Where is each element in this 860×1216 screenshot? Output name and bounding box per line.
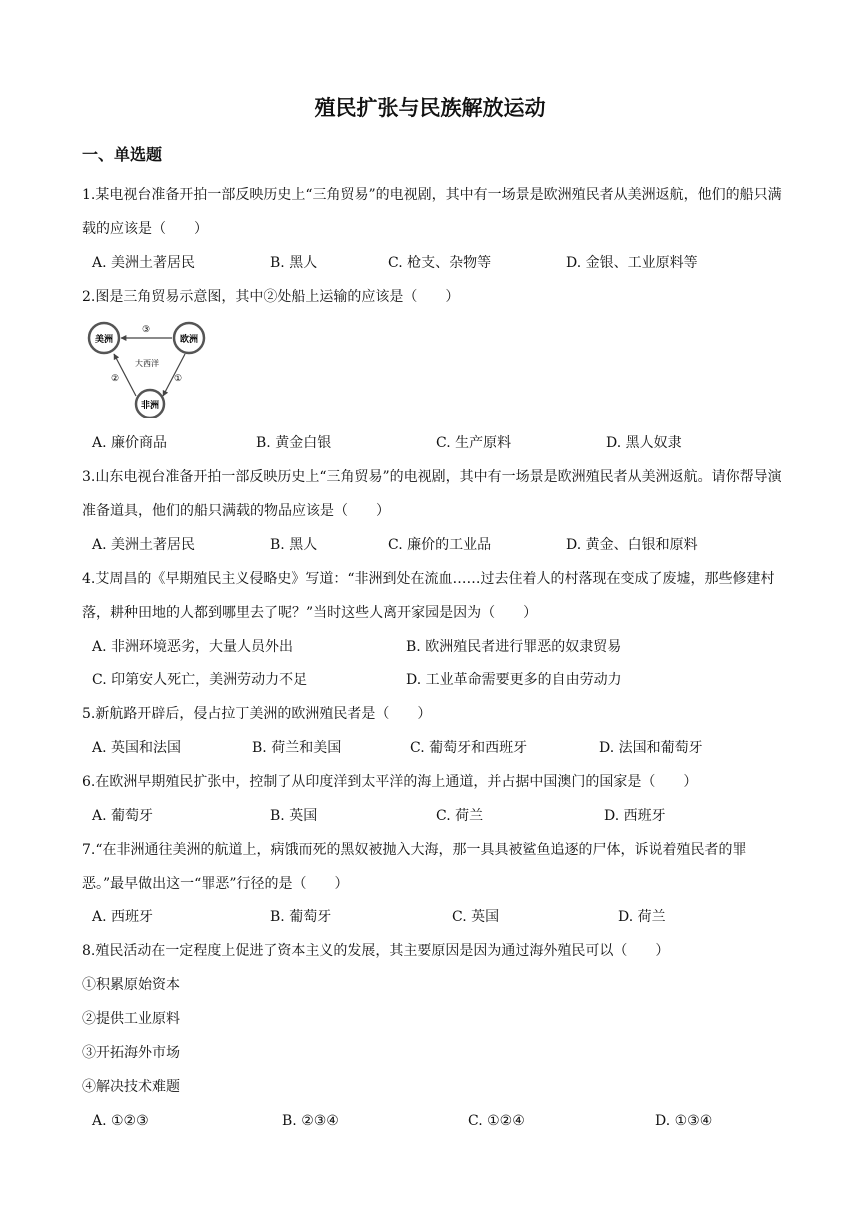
option-b[interactable]: B. 黑人 — [270, 537, 318, 553]
question-4-options-row2 — [92, 663, 792, 697]
option-c[interactable]: C. 葡萄牙和西班牙 — [410, 740, 528, 756]
option-b[interactable]: B. 黑人 — [270, 255, 318, 271]
option-d[interactable]: D. 法国和葡萄牙 — [599, 740, 703, 756]
question-8-options — [92, 1104, 792, 1138]
option-c[interactable]: C. 英国 — [452, 909, 500, 925]
statement-1: ①积累原始资本 — [82, 977, 180, 993]
node-europe-label: 欧洲 — [179, 335, 199, 345]
arrow-1-label: ① — [173, 374, 183, 384]
section-heading: 一、单选题 — [82, 145, 163, 164]
question-2: 2.图是三角贸易示意图，其中②处船上运输的应该是（ ） — [82, 289, 460, 305]
option-b[interactable]: B. 黄金白银 — [256, 435, 332, 451]
option-b[interactable]: B. 荷兰和美国 — [252, 740, 342, 756]
question-3-options — [92, 528, 792, 562]
arrow-2-label: ② — [110, 374, 120, 384]
node-africa-label: 非洲 — [140, 401, 160, 411]
question-1: 1.某电视台准备开拍一部反映历史上“三角贸易”的电视剧，其中有一场景是欧洲殖民者从美洲返航，他们的船只满载的应该是（ ） — [82, 187, 782, 237]
triangle-trade-diagram — [86, 318, 212, 418]
question-1-options — [92, 246, 792, 280]
option-b[interactable]: B. ②③④ — [282, 1113, 339, 1129]
question-6: 6.在欧洲早期殖民扩张中，控制了从印度洋到太平洋的海上通道，并占据中国澳门的国家是（ ） — [82, 774, 698, 790]
statement-4: ④解决技术难题 — [82, 1079, 180, 1095]
option-a[interactable]: A. 西班牙 — [92, 909, 154, 925]
option-d[interactable]: D. 黄金、白银和原料 — [566, 537, 698, 553]
option-d[interactable]: D. 金银、工业原料等 — [566, 255, 698, 271]
question-6-options — [92, 799, 792, 833]
statement-3: ③开拓海外市场 — [82, 1045, 180, 1061]
question-8: 8.殖民活动在一定程度上促进了资本主义的发展，其主要原因是因为通过海外殖民可以（ ） — [82, 943, 670, 959]
option-d[interactable]: D. 西班牙 — [604, 808, 666, 824]
option-a[interactable]: A. 美洲土著居民 — [92, 255, 196, 271]
option-c[interactable]: C. 印第安人死亡，美洲劳动力不足 — [92, 672, 308, 688]
question-4-options-row1 — [92, 630, 792, 664]
option-a[interactable]: A. 廉价商品 — [92, 435, 168, 451]
page-title: 殖民扩张与民族解放运动 — [314, 96, 546, 120]
question-4: 4.艾周昌的《早期殖民主义侵略史》写道：“非洲到处在流血……过去住着人的村落现在变成了废墟，那些修建村落，耕种田地的人都到哪里去了呢？”当时这些人离开家园是因为（ ） — [82, 571, 775, 621]
option-a[interactable]: A. 英国和法国 — [92, 740, 182, 756]
option-b[interactable]: B. 欧洲殖民者进行罪恶的奴隶贸易 — [406, 639, 622, 655]
option-a[interactable]: A. 非洲环境恶劣，大量人员外出 — [92, 639, 294, 655]
option-b[interactable]: B. 英国 — [270, 808, 318, 824]
option-a[interactable]: A. 葡萄牙 — [92, 808, 154, 824]
option-a[interactable]: A. ①②③ — [92, 1113, 149, 1129]
node-americas-label: 美洲 — [94, 335, 114, 345]
arrow-3-label: ③ — [141, 325, 151, 335]
option-c[interactable]: C. 生产原料 — [436, 435, 512, 451]
ocean-label: 大西洋 — [135, 359, 159, 368]
question-3: 3.山东电视台准备开拍一部反映历史上“三角贸易”的电视剧，其中有一场景是欧洲殖民者从美洲返航。请你帮导演准备道具，他们的船只满载的物品应该是（ ） — [82, 469, 782, 519]
option-c[interactable]: C. 廉价的工业品 — [388, 537, 492, 553]
statement-2: ②提供工业原料 — [82, 1011, 180, 1027]
option-d[interactable]: D. 黑人奴隶 — [606, 435, 682, 451]
question-5-options — [92, 731, 792, 765]
question-7: 7.“在非洲通往美洲的航道上，病饿而死的黑奴被抛入大海，那一具具被鲨鱼追逐的尸体，诉说着殖民者的罪恶。”最早做出这一“罪恶”行径的是（ ） — [82, 842, 747, 892]
option-d[interactable]: D. 工业革命需要更多的自由劳动力 — [406, 672, 622, 688]
option-c[interactable]: C. 荷兰 — [436, 808, 484, 824]
question-2-options — [92, 426, 792, 460]
option-a[interactable]: A. 美洲土著居民 — [92, 537, 196, 553]
question-5: 5.新航路开辟后，侵占拉丁美洲的欧洲殖民者是（ ） — [82, 706, 432, 722]
question-7-options — [92, 900, 792, 934]
option-c[interactable]: C. ①②④ — [468, 1113, 525, 1129]
option-b[interactable]: B. 葡萄牙 — [270, 909, 332, 925]
option-c[interactable]: C. 枪支、杂物等 — [388, 255, 492, 271]
option-d[interactable]: D. 荷兰 — [618, 909, 666, 925]
option-d[interactable]: D. ①③④ — [655, 1113, 713, 1129]
